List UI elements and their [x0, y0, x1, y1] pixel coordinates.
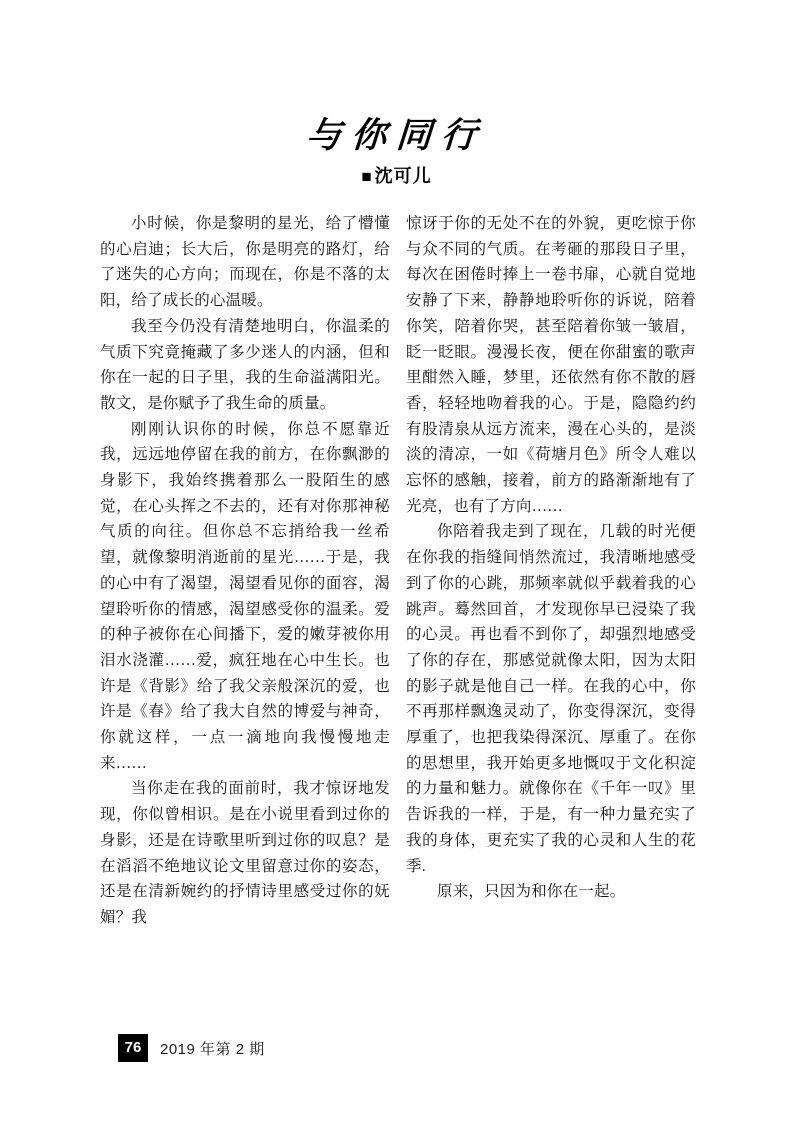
author-square-marker: ■	[361, 167, 373, 186]
issue-label: 2019 年第 2 期	[160, 1040, 265, 1058]
article-author-line	[0, 162, 793, 188]
article-title: 与你同行	[304, 115, 488, 156]
page-footer	[118, 1034, 265, 1062]
right-column	[406, 211, 696, 931]
paragraph: 我至今仍没有清楚地明白，你温柔的气质下究竟掩藏了多少迷人的内涵，但和你在一起的日子里，我的生命溢满阳光。散文，是你赋予了我生命的质量。	[100, 317, 390, 412]
article-body	[100, 211, 696, 931]
author-name: 沈可儿	[374, 166, 432, 186]
paragraph: 小时候，你是黎明的星光，给了懵懂的心启迪；长大后，你是明亮的路灯，给了迷失的心方向；而现在，你是不落的太阳，给了成长的心温暖。	[100, 215, 390, 310]
paragraph: 你陪着我走到了现在，几载的时光便在你我的指缝间悄然流过，我清晰地感受到了你的心跳，那频率就似乎载着我的心跳声。蓦然回首，才发现你早已浸染了我的心灵。再也看不到你了，却强烈地感受了你的存在，那感觉就像太阳，因为太阳的影子就是他自己一样。在我的心中，你不再那样飘逸灵动了，你变得深沉，变得厚重了，也把我染得深沉、厚重了。在你的思想里，我开始更多地慨叹于文化积淀的力量和魅力。就像你在《千年一叹》里告诉我的一样，于是，有一种力量充实了我的身体，更充实了我的心灵和人生的花季.	[406, 523, 696, 875]
paragraph: 刚刚认识你的时候，你总不愿靠近我，远远地停留在我的前方，在你飘渺的身影下，我始终携着那么一股陌生的感觉，在心头挥之不去的，还有对你那神秘气质的向往。但你总不忘捎给我一丝希望，就像黎明消逝前的星光……于是，我的心中有了渴望，渴望看见你的面容，渴望聆听你的情感，渴望感受你的温柔。爱的种子被你在心间播下，爱的嫩芽被你用泪水浇灌……爱，疯狂地在心中生长。也许是《背影》给了我父亲般深沉的爱，也许是《春》给了我大自然的博爱与神奇，你就这样，一点一滴地向我慢慢地走来……	[100, 420, 390, 772]
paragraph: 原来，只因为和你在一起。	[437, 883, 626, 901]
paragraph: 惊讶于你的无处不在的外貌，更吃惊于你与众不同的气质。在考砸的那段日子里，每次在困倦时捧上一卷书扉，心就自觉地安静了下来，静静地聆听你的诉说，陪着你笑，陪着你哭，甚至陪着你皱一皱眉，眨一眨眼。漫漫长夜，便在你甜蜜的歌声里酣然入睡，梦里，还依然有你不散的唇香，轻轻地吻着我的心。于是，隐隐约约有股清泉从远方流来，漫在心头的，是淡淡的清凉，一如《荷塘月色》所令人难以忘怀的感触，接着，前方的路渐渐地有了光亮，也有了方向……	[406, 215, 696, 515]
left-column	[100, 211, 390, 931]
paragraph: 当你走在我的面前时，我才惊讶地发现，你似曾相识。是在小说里看到过你的身影，还是在诗歌里听到过你的叹息？是在滔滔不绝地议论文里留意过你的姿态，还是在清新婉约的抒情诗里感受过你的妩媚？我	[100, 780, 390, 926]
page-number-badge: 76	[118, 1034, 148, 1062]
